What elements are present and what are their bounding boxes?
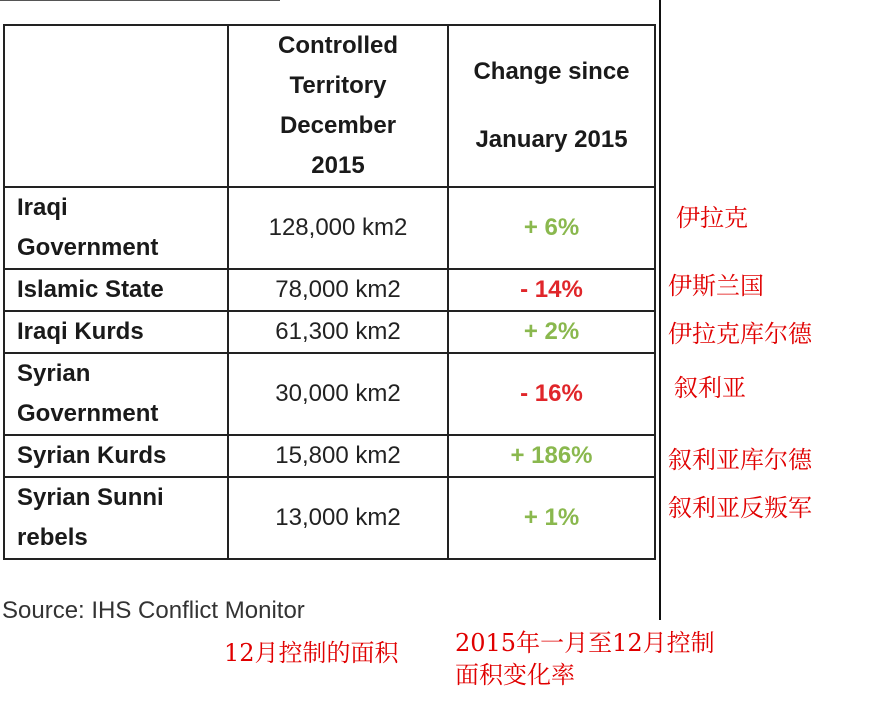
row-change: + 186% [448, 435, 655, 477]
header-line: Territory [289, 72, 387, 99]
row-label-line: Government [17, 234, 159, 261]
row-label [4, 435, 228, 477]
header-empty-cell [4, 25, 228, 187]
table-row [4, 435, 655, 477]
annotation-col2-line2: 面积变化率 [455, 661, 575, 689]
annotation-iraqi-government: 伊拉克 [676, 204, 748, 232]
row-label [4, 187, 228, 269]
row-label [4, 311, 228, 353]
row-area: 128,000 km2 [228, 187, 448, 269]
row-change: + 6% [448, 187, 655, 269]
header-line: Change since [473, 58, 630, 85]
vertical-divider [659, 0, 661, 620]
annotation-islamic-state: 伊斯兰国 [668, 272, 764, 300]
row-area: 61,300 km2 [228, 311, 448, 353]
header-line: December [279, 112, 397, 139]
header-line: 2015 [311, 152, 365, 179]
annotation-col2-line1: 2015年一月至12月控制 [455, 629, 715, 657]
row-area: 13,000 km2 [228, 477, 448, 559]
table-row [4, 269, 655, 311]
table-row [4, 353, 655, 435]
row-change: - 16% [448, 353, 655, 435]
row-change: + 1% [448, 477, 655, 559]
header-line: January 2015 [475, 126, 628, 153]
row-area: 78,000 km2 [228, 269, 448, 311]
row-area: 15,800 km2 [228, 435, 448, 477]
table-row [4, 311, 655, 353]
header-row [4, 25, 655, 187]
row-label [4, 269, 228, 311]
row-change: + 2% [448, 311, 655, 353]
row-label-line: Iraqi Kurds [17, 318, 144, 345]
row-area: 30,000 km2 [228, 353, 448, 435]
row-change: - 14% [448, 269, 655, 311]
annotation-syrian-government: 叙利亚 [674, 374, 746, 402]
row-label-line: Iraqi [17, 194, 68, 221]
annotation-iraqi-kurds: 伊拉克库尔德 [668, 320, 812, 348]
territory-table [3, 24, 656, 560]
annotation-syrian-rebels: 叙利亚反叛军 [668, 494, 812, 522]
top-border-line [0, 0, 280, 1]
row-label-line: rebels [17, 524, 88, 551]
row-label [4, 353, 228, 435]
header-line: Controlled [278, 32, 398, 59]
row-label-line: Syrian Kurds [17, 442, 167, 469]
table-row [4, 477, 655, 559]
annotation-col1: 12月控制的面积 [224, 639, 399, 667]
header-controlled-territory [228, 25, 448, 187]
row-label-line: Syrian [17, 360, 91, 387]
row-label-line: Islamic State [17, 276, 164, 303]
table-row [4, 187, 655, 269]
source-note: Source: IHS Conflict Monitor [2, 597, 305, 624]
annotation-syrian-kurds: 叙利亚库尔德 [668, 446, 812, 474]
row-label-line: Syrian Sunni [17, 484, 164, 511]
header-change-since [448, 25, 655, 187]
row-label-line: Government [17, 400, 159, 427]
row-label [4, 477, 228, 559]
